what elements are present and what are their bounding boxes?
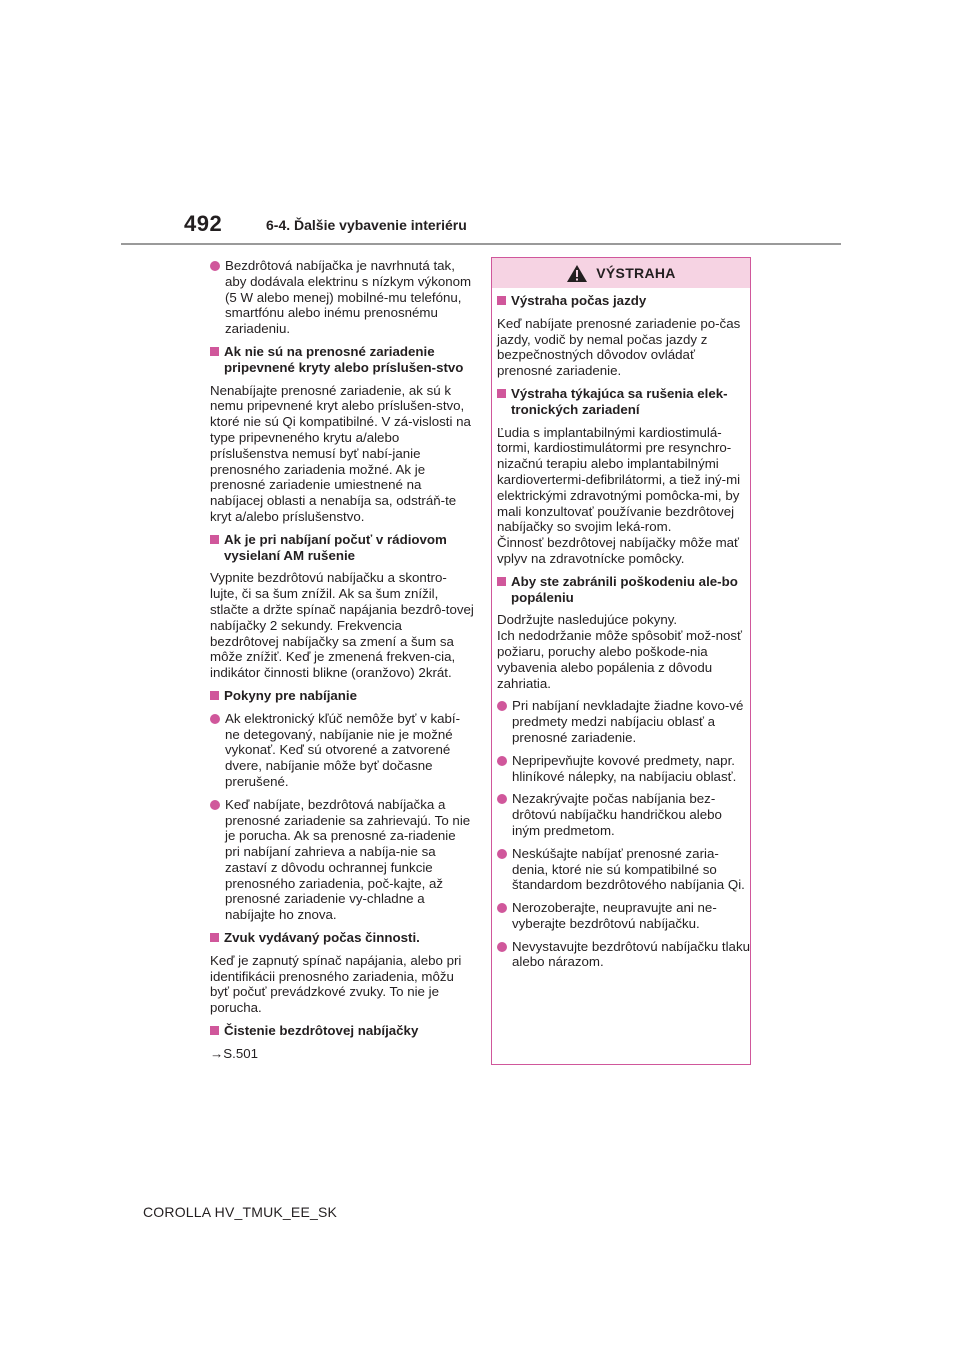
paragraph: Keď nabíjate prenosné zariadenie po-čas jazdy, vodič by nemal počas jazdy z bezpečnostných dôvodov ovládať prenosné zariadenie. bbox=[497, 315, 741, 379]
paragraph: Keď je zapnutý spínač napájania, alebo pri identifikácii prenosného zariadenia, môžu byť počuť prevádzkové zvuky. To nie je porucha. bbox=[210, 952, 462, 1016]
list-item bbox=[210, 258, 474, 337]
warning-body bbox=[492, 288, 759, 970]
bullet-dot-icon bbox=[210, 800, 220, 810]
bullet-dot-icon bbox=[497, 849, 507, 859]
bullet-text: Bezdrôtová nabíjačka je navrhnutá tak, aby dodávala elektrinu s nízkym výkonom (5 W alebo menej) mobilné-mu telefónu, smartfónu alebo inému prenosnému zariadeniu. bbox=[225, 258, 472, 337]
bullet-dot-icon bbox=[497, 756, 507, 766]
bullet-dot-icon bbox=[497, 701, 507, 711]
section-title: 6-4. Ďalšie vybavenie interiéru bbox=[266, 217, 467, 233]
list-item bbox=[497, 791, 753, 838]
list-item bbox=[497, 753, 753, 785]
list-item bbox=[210, 797, 474, 923]
square-bullet-icon bbox=[497, 389, 506, 398]
square-bullet-icon bbox=[210, 933, 219, 942]
paragraph: Vypnite bezdrôtovú nabíjačku a skontro-lujte, či sa šum znížil. Ak sa šum znížil, stlačte a držte spínač napájania bezdrô-tovej nabíjačky 2 sekundy. Frekvencia bezdrôtovej nabíjačky sa zmení a šum sa môže znížiť. Keď je zmenená frekven-cia, indikátor činnosti blikne (oranžovo) 2krát. bbox=[210, 570, 474, 681]
subheading-text: Pokyny pre nabíjanie bbox=[224, 687, 358, 703]
bullet-text: Nerozoberajte, neupravujte ani ne-vyberajte bezdrôtovú nabíjačku. bbox=[512, 900, 717, 931]
bullet-text: Nevystavujte bezdrôtovú nabíjačku tlaku alebo nárazom. bbox=[512, 938, 750, 970]
subheading-text: Aby ste zabránili poškodeniu ale-bo popáleniu bbox=[511, 573, 738, 605]
paragraph: Ľudia s implantabilnými kardiostimulá-tormi, kardiostimulátormi pre resynchro-nizačnú terapiu alebo implantabilnými kardiovertermi-defibrilátormi, a tiež iný-mi elektrickými zdravotnými pomôcka-mi, by mali konzultovať používanie bezdrôtovej nabíjačky so svojim leká-rom. bbox=[497, 424, 741, 535]
paragraph: Ich nedodržanie môže spôsobiť mož-nosť požiaru, poruchy alebo poškode-nia vybavenia alebo popálenia z dôvodu zahriatia. bbox=[497, 628, 743, 691]
subheading bbox=[210, 930, 474, 946]
subheading bbox=[497, 386, 753, 418]
bullet-dot-icon bbox=[497, 942, 507, 952]
page-number: 492 bbox=[184, 211, 223, 236]
footer-label: COROLLA HV_TMUK_EE_SK bbox=[143, 1204, 338, 1220]
bullet-text: Neskúšajte nabíjať prenosné zaria-denia, ktoré nie sú kompatibilné so štandardom bezdrôtového nabíjania Qi. bbox=[512, 845, 745, 893]
paragraph: Činnosť bezdrôtovej nabíjačky môže mať vplyv na zdravotnícke pomôcky. bbox=[497, 535, 740, 566]
bullet-text: Ak elektronický kľúč nemôže byť v kabí-ne detegovaný, nabíjanie nie je možné vykonať. Keď sú otvorené a zatvorené dvere, nabíjanie môže byť dočasne prerušené. bbox=[225, 710, 461, 789]
subheading bbox=[497, 574, 753, 606]
subheading bbox=[210, 1023, 474, 1039]
list-item bbox=[497, 846, 753, 893]
subheading bbox=[497, 293, 753, 309]
paragraph: Nenabíjajte prenosné zariadenie, ak sú k nemu pripevnené kryt alebo príslušen-stvo, ktoré nie sú Qi kompatibilné. V zá-vislosti na type pripevneného krytu a/alebo príslušenstva nemusí byť nabí-janie prenosného zariadenia možné. Ak je prenosné zariadenie umiestnené na nabíjacej oblasti a nenabíja sa, odstráň-te kryt a/alebo príslušenstvo. bbox=[210, 382, 471, 524]
subheading-text: Ak nie sú na prenosné zariadenie pripevnené kryty alebo príslušen-stvo bbox=[224, 343, 464, 375]
bullet-text: Keď nabíjate, bezdrôtová nabíjačka a prenosné zariadenie sa zahrievajú. To nie je porucha. Ak sa prenosné za-riadenie pri nabíjaní zahrieva a nabíja-nie sa zastaví z dôvodu ochrannej funkcie prenosného zariadenia, poč-kajte, až prenosné zariadenie vy-chladne a nabíjajte ho znova. bbox=[225, 796, 471, 923]
bullet-dot-icon bbox=[497, 903, 507, 913]
subheading bbox=[210, 532, 474, 564]
bullet-dot-icon bbox=[497, 794, 507, 804]
bullet-text: Pri nabíjaní nevkladajte žiadne kovo-vé predmety medzi nabíjaciu oblasť a prenosné zariadenie. bbox=[512, 698, 744, 745]
square-bullet-icon bbox=[210, 1026, 219, 1035]
subheading-text: Čistenie bezdrôtovej nabíjačky bbox=[224, 1023, 419, 1039]
warning-header bbox=[492, 258, 750, 288]
square-bullet-icon bbox=[210, 347, 219, 356]
bullet-text: Nezakrývajte počas nabíjania bez-drôtovú nabíjačku handričkou alebo iným predmetom. bbox=[512, 791, 722, 838]
square-bullet-icon bbox=[210, 691, 219, 700]
subheading-text: Zvuk vydávaný počas činnosti. bbox=[224, 930, 420, 946]
subheading-text: Výstraha týkajúca sa rušenia elek-tronických zariadení bbox=[511, 385, 728, 417]
subheading-text: Ak je pri nabíjaní počuť v rádiovom vysielaní AM rušenie bbox=[224, 531, 447, 563]
square-bullet-icon bbox=[497, 296, 506, 305]
subheading-text: Výstraha počas jazdy bbox=[511, 293, 647, 308]
square-bullet-icon bbox=[210, 535, 219, 544]
square-bullet-icon bbox=[497, 577, 506, 586]
paragraph: Dodržujte nasledujúce pokyny. bbox=[497, 612, 678, 628]
list-item bbox=[210, 711, 474, 790]
warning-triangle-icon bbox=[566, 264, 588, 283]
left-column bbox=[210, 258, 474, 1069]
subheading bbox=[210, 344, 474, 376]
header-divider bbox=[121, 243, 841, 245]
warning-box bbox=[491, 257, 751, 1065]
subheading bbox=[210, 688, 474, 704]
list-item bbox=[497, 698, 753, 745]
warning-title: VÝSTRAHA bbox=[596, 265, 676, 281]
bullet-dot-icon bbox=[210, 714, 220, 724]
page-reference-link[interactable]: →S.501 bbox=[210, 1045, 259, 1061]
bullet-text: Nepripevňujte kovové predmety, napr. hliníkové nálepky, na nabíjaciu oblasť. bbox=[512, 752, 737, 784]
bullet-dot-icon bbox=[210, 261, 220, 271]
list-item bbox=[497, 900, 753, 932]
list-item bbox=[497, 939, 753, 971]
